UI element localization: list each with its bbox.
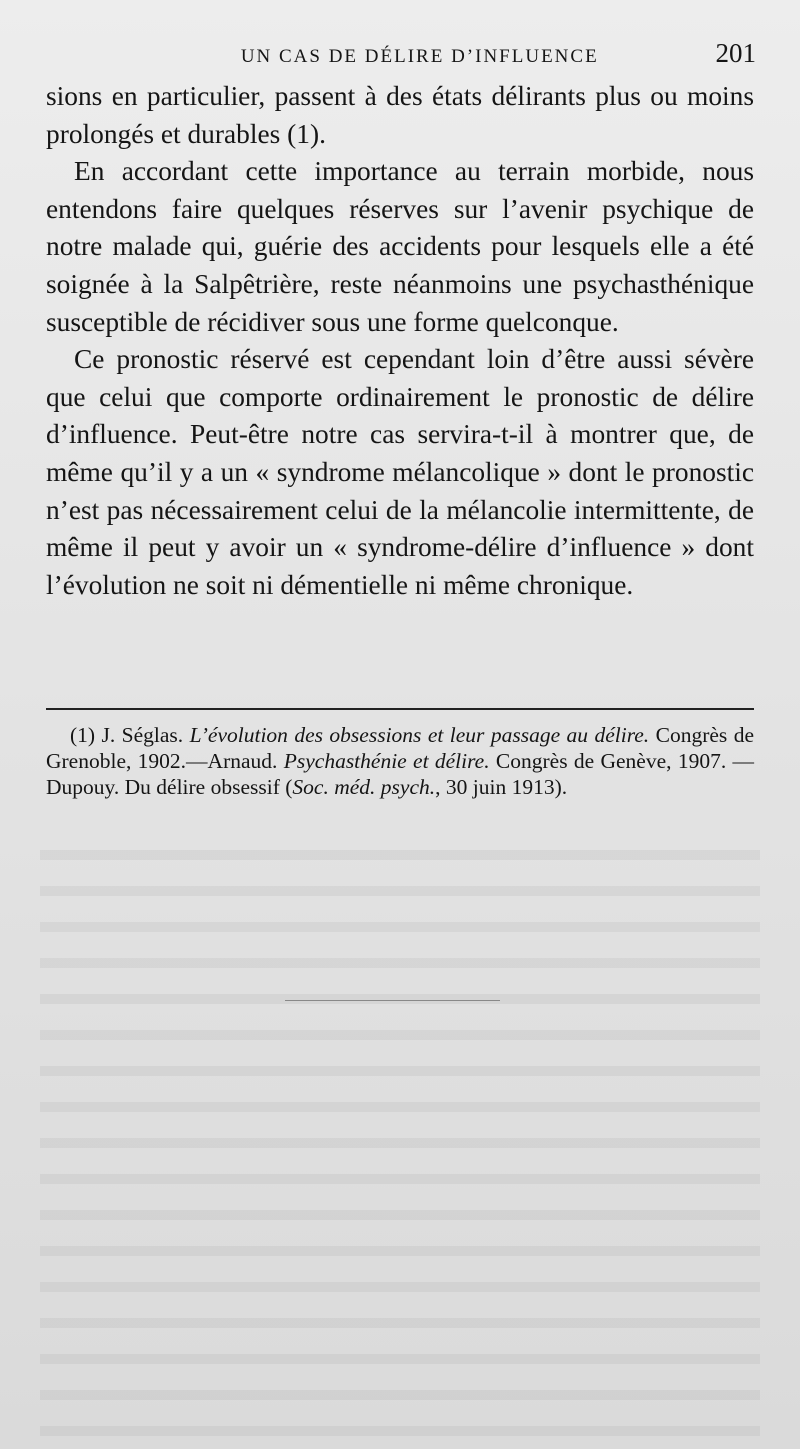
bleed-through-rule [285, 1000, 500, 1001]
footnote-journal: Soc. méd. psych. [292, 775, 436, 799]
footnote-text-1: (1) J. Séglas. [70, 723, 190, 747]
running-title: UN CAS DE DÉLIRE D’INFLUENCE [240, 46, 599, 67]
footnote-title-arnaud: Psychasthénie et délire. [283, 749, 490, 773]
bleed-through-area [40, 830, 760, 1449]
footnote-text-4: , 30 juin 1913). [435, 775, 568, 799]
footnote-rule [46, 708, 754, 710]
paragraph-pronostic: Ce pronostic réservé est cependant loin d’être aussi sévère que celui que comporte ordinairement le pronostic de délire d’influence. Peut-être notre cas servira-t-il à montrer que, de même qu’il y a un « syndrome mélancolique » dont le pronostic n’est pas nécessairement celui de la mélancolie intermittente, de même il peut y avoir un « syndrome-délire d’influence » dont l’évolution ne soit ni démentielle ni même chronique. [46, 344, 754, 600]
footnote-title-seglas: L’évolution des obsessions et leur passage au délire. [189, 723, 650, 747]
footnote-text-3: Congrès de Genève, 1907. — Dupouy. Du délire obsessif ( [46, 749, 755, 799]
paragraph-terrain: En accordant cette importance au terrain morbide, nous entendons faire quelques réserves sur l’avenir psychique de notre malade qui, guérie des accidents pour lesquels elle a été soignée à la Salpêtrière, reste néanmoins une psychasthénique susceptible de récidiver sous une forme quelconque. [46, 156, 754, 337]
footnote-text-2: Congrès de Grenoble, 1902.—Arnaud. [46, 723, 754, 773]
page-header [44, 38, 756, 72]
footnote [46, 722, 754, 800]
body-text [46, 78, 754, 604]
paragraph-continued: sions en particulier, passent à des états délirants plus ou moins prolongés et durables (1). [46, 81, 754, 149]
page-number: 201 [715, 38, 756, 68]
